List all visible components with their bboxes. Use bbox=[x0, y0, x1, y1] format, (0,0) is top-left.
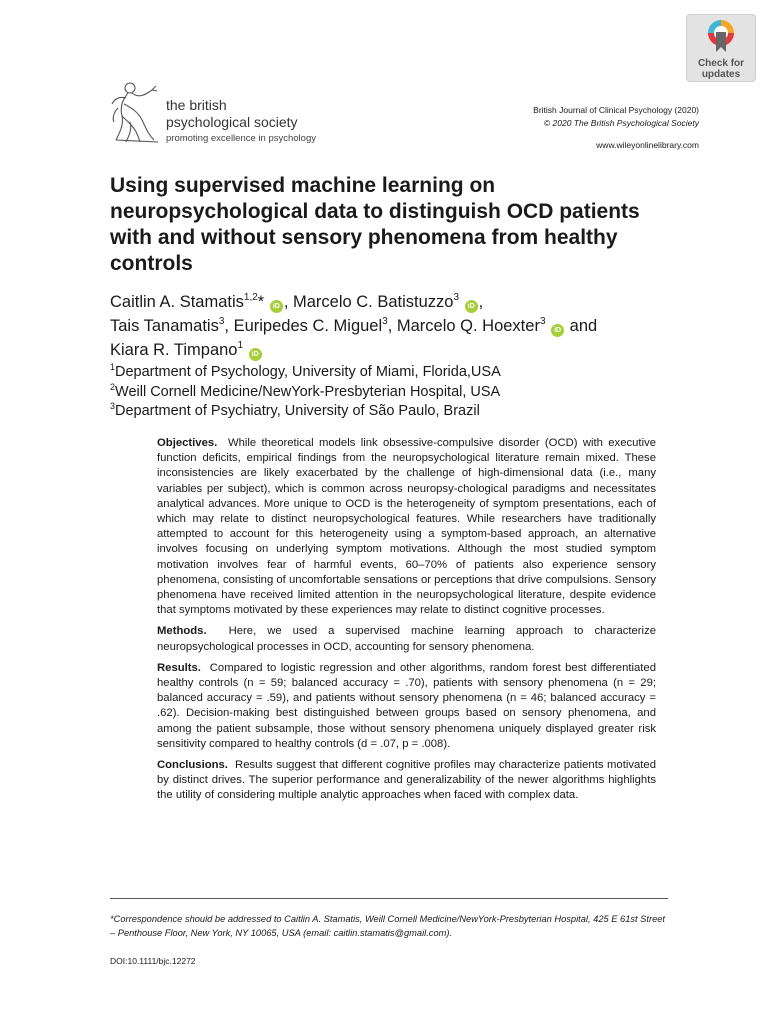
affiliation bbox=[110, 363, 501, 382]
section-label: Results. bbox=[157, 661, 201, 674]
author-affiliation-sup: 3 bbox=[539, 316, 546, 327]
affiliation-number: 2 bbox=[110, 382, 116, 392]
affiliation bbox=[110, 383, 500, 402]
author-name[interactable]: Marcelo Q. Hoexter bbox=[396, 317, 540, 335]
authors-line: Caitlin A. Stamatis$^{1,2}$* iD , Marcelo C. Batistuzzo$^3$ iD , bbox=[110, 292, 484, 311]
affiliation-number: 3 bbox=[110, 401, 116, 411]
section-text: Here, we used a supervised machine learning approach to characterize neuropsychological processes in OCD, accounting for sensory phenomena. bbox=[157, 625, 656, 653]
author-name[interactable]: Euripedes C. Miguel bbox=[233, 317, 383, 335]
author-affiliation-sup: 3 bbox=[453, 292, 460, 303]
section-label: Objectives. bbox=[157, 437, 218, 449]
section-text: While theoretical models link obsessive-compulsive disorder (OCD) with executive function deficits, empirical findings from the neuropsychological literature remain mixed. These inconsistencies are likely exacerbated by the challenge of high-dimensional data (i.e., many variables per subject), which is common across neuropsy-chological paradigms and necessitates analytical advances. More unique to OCD is the heterogeneity of symptom presentations, each of which may relate to distinct neuropsychological features. While researchers have traditionally attempted to account for this heterogeneity using a symptom-based approach, an alternative involves focusing on underlying symptom motivations. Although the most studied symptom motivation involves fear of harmful events, 60–70% of patients also experience sensory phenomena, consisting of uncomfortable sensations or perceptions that drive compulsions. Sensory phenomena have received limited attention in the neuropsychological literature, despite evidence that symptoms motivated by these experiences may relate to distinct cognitive processes. bbox=[157, 437, 657, 617]
journal-copyright: © 2020 The British Psychological Society bbox=[543, 118, 699, 128]
check-for-updates-badge[interactable] bbox=[686, 14, 756, 82]
doi-link[interactable]: DOI:10.1111/bjc.12272 bbox=[110, 956, 196, 966]
correspondence-footnote: *Correspondence should be addressed to Caitlin A. Stamatis, Weill Cornell Medicine/NewYork-Presbyterian Hospital, 425 E 61st Street – Penthouse Floor, New York, NY 10065, USA (email: caitlin.stamatis@gmail.com). bbox=[110, 914, 665, 938]
affiliation-number: 1 bbox=[110, 362, 116, 372]
bookmark-icon bbox=[706, 18, 736, 56]
author-affiliation-sup: 1,2 bbox=[243, 292, 258, 303]
article-title: Using supervised machine learning on neuropsychological data to distinguish OCD patients with and without sensory phenomena from healthy controls bbox=[110, 174, 640, 275]
abstract-conclusions bbox=[157, 758, 656, 804]
orcid-icon[interactable]: iD bbox=[249, 348, 262, 361]
author-name[interactable]: Tais Tanamatis bbox=[110, 317, 219, 335]
publisher-name-line1: the british bbox=[166, 97, 227, 113]
section-text: Results suggest that different cognitive profiles may characterize patients motivated by distinct drives. The superior performance and generalizability of the newer algorithms highlights the utility of considering multiple analytic approaches when faced with complex data. bbox=[157, 759, 656, 802]
corresponding-mark: * bbox=[257, 293, 265, 311]
section-text: Compared to logistic regression and other algorithms, random forest best differentiated healthy controls (n = 59; balanced accuracy = .70), patients with sensory phenomena (n = 29; balanced accuracy = .59), and patients without sensory phenomena (n = 46; balanced accuracy = .62). Decision-making best distinguished between groups based on sensory phenomena, and among the patient subsample, those without sensory phenomena uniquely displayed greater risk sensitivity compared to healthy controls (d = .07, p = .008). bbox=[157, 661, 656, 750]
abstract-objectives bbox=[157, 436, 656, 618]
publisher-name-line2: psychological society bbox=[166, 114, 298, 130]
orcid-icon[interactable]: iD bbox=[270, 300, 283, 313]
affiliation bbox=[110, 402, 480, 421]
publisher-logo bbox=[108, 78, 338, 148]
affiliation-text: Department of Psychology, University of Miami, Florida,USA bbox=[115, 364, 501, 380]
abstract bbox=[157, 436, 656, 810]
abstract-methods bbox=[157, 624, 656, 654]
author-name[interactable]: Marcelo C. Batistuzzo bbox=[292, 293, 454, 311]
publisher-tagline: promoting excellence in psychology bbox=[166, 133, 316, 144]
orcid-icon[interactable]: iD bbox=[465, 300, 478, 313]
author-affiliation-sup: 1 bbox=[237, 340, 244, 351]
journal-citation: British Journal of Clinical Psychology (2020) bbox=[533, 105, 699, 115]
authors-line bbox=[110, 337, 263, 363]
section-label: Conclusions. bbox=[157, 759, 228, 772]
affiliation-text: Department of Psychiatry, University of São Paulo, Brazil bbox=[115, 403, 480, 419]
psyche-figure-icon bbox=[108, 78, 164, 146]
abstract-results bbox=[157, 661, 656, 752]
author-affiliation-sup: 3 bbox=[382, 316, 388, 327]
footnote-divider bbox=[110, 898, 668, 899]
section-label: Methods. bbox=[157, 625, 207, 638]
author-name[interactable]: Kiara R. Timpano bbox=[110, 341, 238, 359]
journal-url-link[interactable]: www.wileyonlinelibrary.com bbox=[596, 140, 699, 150]
orcid-icon[interactable]: iD bbox=[551, 324, 564, 337]
author-affiliation-sup: 3 bbox=[218, 316, 225, 327]
affiliation-text: Weill Cornell Medicine/NewYork-Presbyterian Hospital, USA bbox=[115, 384, 501, 400]
authors-line: Tais Tanamatis$^3$, Euripedes C. Miguel$^3$, Marcelo Q. Hoexter$^3$ iD and bbox=[110, 316, 598, 335]
badge-line1: Check for bbox=[697, 58, 745, 69]
journal-info bbox=[533, 104, 699, 152]
badge-line2: updates bbox=[701, 69, 741, 80]
author-name[interactable]: Caitlin A. Stamatis bbox=[110, 293, 244, 311]
